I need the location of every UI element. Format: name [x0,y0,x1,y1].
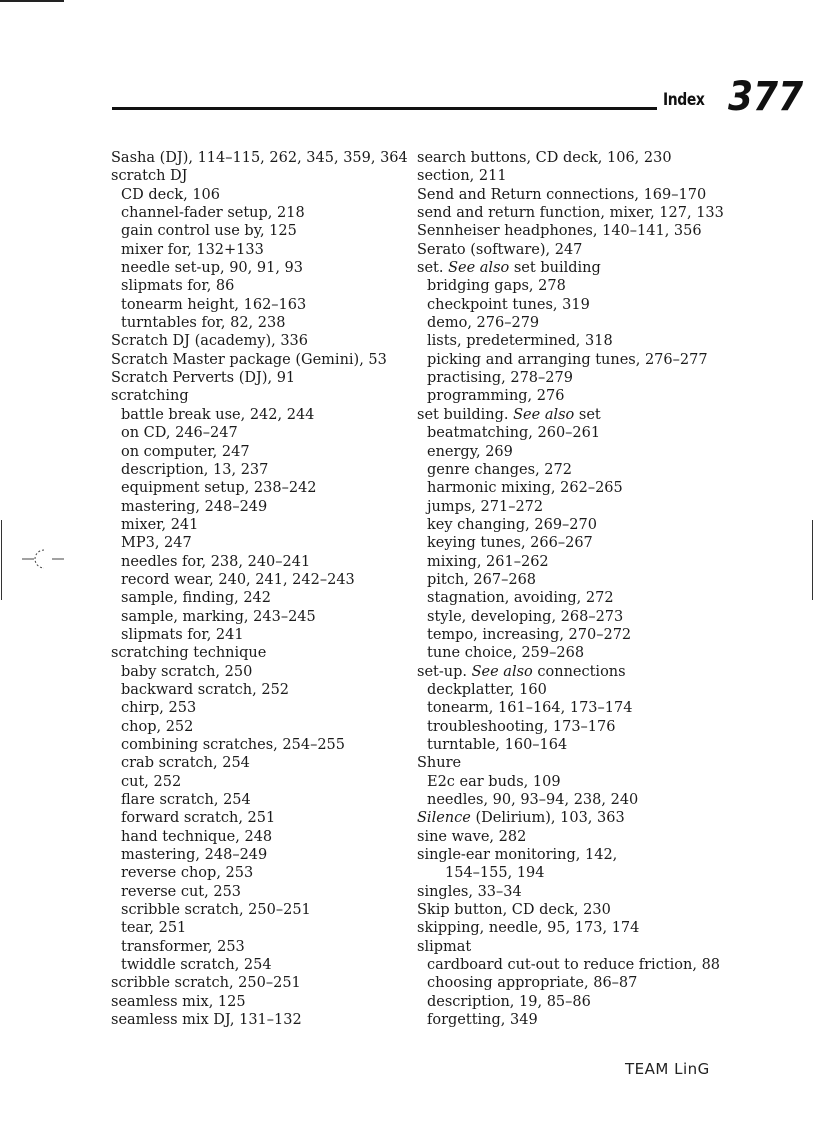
index-subentry: on computer, 247 [121,443,250,460]
header-rule [112,107,657,110]
index-entry: scratching [111,388,189,405]
index-entry: send and return function, mixer, 127, 133 [417,205,724,222]
index-entry: skipping, needle, 95, 173, 174 [417,920,640,937]
index-entry: Sasha (DJ), 114–115, 262, 345, 359, 364 [111,150,408,166]
index-subentry: description, 13, 237 [121,461,269,478]
index-subentry: demo, 276–279 [427,315,540,332]
index-subentry: mastering, 248–249 [121,498,268,515]
index-subentry: programming, 276 [427,388,565,405]
page-number: 377 [728,74,804,120]
index-subentry: hand technique, 248 [121,828,273,845]
index-subentry: picking and arranging tunes, 276–277 [427,351,708,368]
index-subentry: combining scratches, 254–255 [121,737,345,753]
footer-tag: TEAM LinG [625,1060,710,1078]
index-subentry: reverse cut, 253 [121,883,242,900]
index-entry: slipmat [417,938,472,955]
index-continuation: 154–155, 194 [445,865,545,882]
index-subentry: crab scratch, 254 [121,755,250,772]
index-entry: Silence (Delirium), 103, 363 [417,810,625,827]
margin-line-right [812,520,813,600]
index-entry: singles, 33–34 [417,883,522,900]
index-subentry: equipment setup, 238–242 [121,480,317,497]
index-subentry: troubleshooting, 173–176 [427,718,616,735]
index-subentry: mastering, 248–249 [121,847,268,864]
index-entry: set. See also set building [417,260,601,277]
index-entry: seamless mix DJ, 131–132 [111,1012,302,1029]
index-subentry: slipmats for, 86 [121,278,235,295]
index-subentry: tear, 251 [121,920,187,937]
index-subentry: twiddle scratch, 254 [121,957,272,974]
index-subentry: tonearm, 161–164, 173–174 [427,700,633,717]
index-subentry: MP3, 247 [121,535,192,552]
index-entry: Shure [417,755,462,772]
index-subentry: scribble scratch, 250–251 [121,902,311,919]
index-subentry: mixing, 261–262 [427,553,549,570]
index-entry: set-up. See also connections [417,663,626,680]
index-subentry: mixer, 241 [121,516,199,533]
index-subentry: genre changes, 272 [427,461,572,478]
index-subentry: turntable, 160–164 [427,737,568,753]
index-subentry: tonearm height, 162–163 [121,296,307,313]
index-subentry: sample, finding, 242 [121,590,271,607]
index-subentry: mixer for, 132+133 [121,241,264,258]
index-entry: scratching technique [111,645,267,662]
index-entry: Serato (software), 247 [417,241,583,258]
index-entry: scribble scratch, 250–251 [111,975,301,992]
index-subentry: baby scratch, 250 [121,663,253,680]
index-subentry: forward scratch, 251 [121,810,276,827]
index-column-left [111,149,406,1030]
margin-line-left [1,520,2,600]
index-entry: search buttons, CD deck, 106, 230 [417,150,672,166]
index-subentry: slipmats for, 241 [121,626,244,643]
index-entry: scratch DJ [111,168,188,185]
index-subentry: bridging gaps, 278 [427,278,566,295]
index-subentry: practising, 278–279 [427,370,573,387]
index-subentry: reverse chop, 253 [121,865,254,882]
index-subentry: stagnation, avoiding, 272 [427,590,614,607]
index-entry: single-ear monitoring, 142, [417,847,618,864]
index-subentry: keying tunes, 266–267 [427,535,593,552]
index-subentry: tune choice, 259–268 [427,645,585,662]
index-subentry: gain control use by, 125 [121,223,297,240]
index-subentry: channel-fader setup, 218 [121,205,305,222]
registration-mark-icon [22,548,64,570]
crop-mark [0,0,64,2]
index-subentry: chop, 252 [121,718,194,735]
index-entry: Scratch Perverts (DJ), 91 [111,370,296,387]
index-entry: Sennheiser headphones, 140–141, 356 [417,223,702,240]
index-entry: Scratch DJ (academy), 336 [111,333,308,350]
index-subentry: deckplatter, 160 [427,681,547,698]
index-subentry: key changing, 269–270 [427,516,597,533]
index-subentry: choosing appropriate, 86–87 [427,975,638,992]
index-subentry: energy, 269 [427,443,513,460]
index-subentry: needles for, 238, 240–241 [121,553,311,570]
index-subentry: jumps, 271–272 [427,498,544,515]
index-subentry: needle set-up, 90, 91, 93 [121,260,303,277]
index-subentry: style, developing, 268–273 [427,608,624,625]
index-subentry: harmonic mixing, 262–265 [427,480,623,497]
index-entry: Send and Return connections, 169–170 [417,186,707,203]
index-subentry: sample, marking, 243–245 [121,608,316,625]
index-entry: section, 211 [417,168,507,185]
index-subentry: transformer, 253 [121,938,245,955]
index-subentry: needles, 90, 93–94, 238, 240 [427,792,639,809]
index-subentry: battle break use, 242, 244 [121,406,315,423]
index-subentry: pitch, 267–268 [427,571,537,588]
running-header: Index [663,90,705,110]
index-subentry: lists, predetermined, 318 [427,333,613,350]
index-subentry: CD deck, 106 [121,186,220,203]
index-column-right [417,149,724,1030]
index-subentry: description, 19, 85–86 [427,993,591,1010]
index-entry: Scratch Master package (Gemini), 53 [111,351,387,368]
index-subentry: tempo, increasing, 270–272 [427,626,632,643]
index-subentry: chirp, 253 [121,700,197,717]
index-subentry: record wear, 240, 241, 242–243 [121,571,355,588]
index-entry: sine wave, 282 [417,828,527,845]
index-subentry: E2c ear buds, 109 [427,773,561,790]
index-subentry: backward scratch, 252 [121,681,290,698]
index-subentry: flare scratch, 254 [121,792,251,809]
index-subentry: cut, 252 [121,773,182,790]
index-subentry: forgetting, 349 [427,1012,538,1029]
index-subentry: turntables for, 82, 238 [121,315,286,332]
index-entry: Skip button, CD deck, 230 [417,902,611,919]
index-subentry: on CD, 246–247 [121,425,238,442]
index-entry: seamless mix, 125 [111,993,246,1010]
index-subentry: checkpoint tunes, 319 [427,296,590,313]
index-subentry: cardboard cut-out to reduce friction, 88 [427,957,721,974]
index-subentry: beatmatching, 260–261 [427,425,601,442]
index-entry: set building. See also set [417,406,601,423]
